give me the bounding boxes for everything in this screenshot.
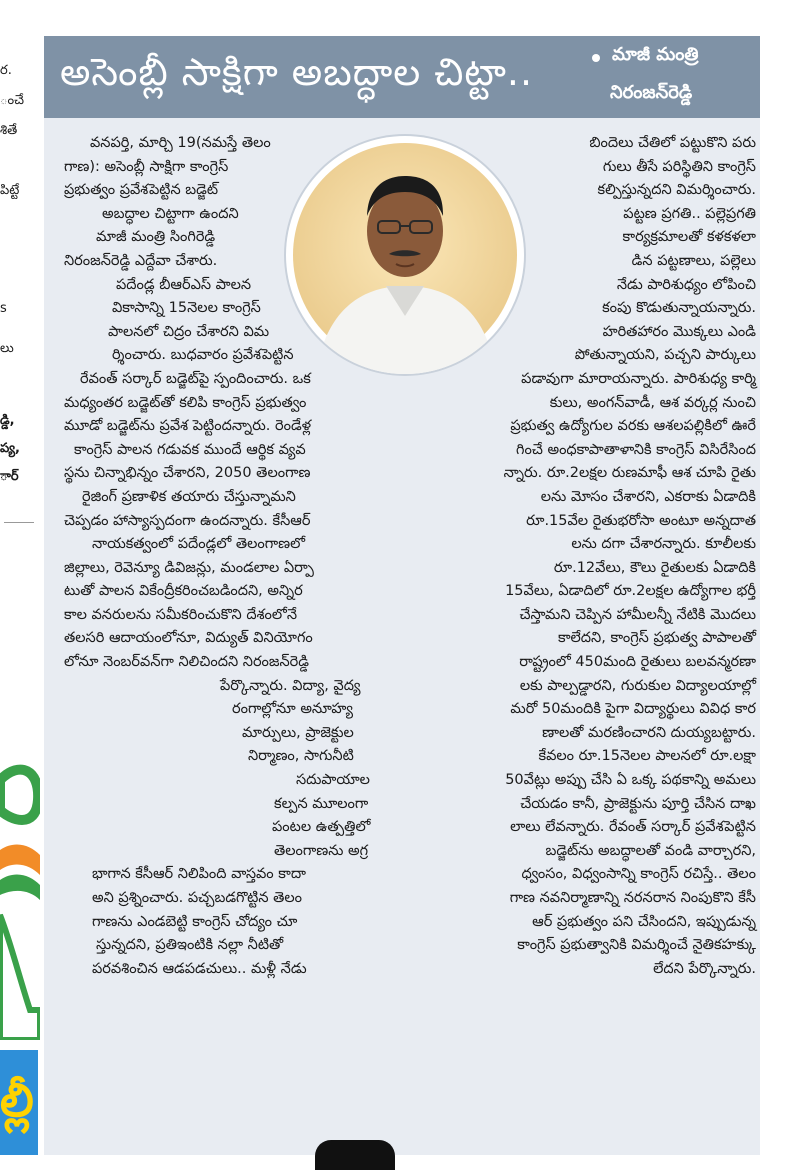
article-line: గాణను ఎండబెట్టి కాంగ్రెస్ చోద్యం చూ [92,913,298,930]
article-line: ర్శించారు. బుధవారం ప్రవేశపెట్టిన [112,347,294,364]
article-line: అబద్ధాల చిట్టాగా ఉందని [102,205,239,222]
article-line: కాల వనరులను సమీకరించుకొని దేశంలోనే [64,606,298,623]
article-line: కల్పన మూలంగా [274,795,369,812]
article-line: గులు తీసే పరిస్థితిని కాంగ్రెస్ [602,158,756,175]
article-line: రూ.12వేలు, కౌలు రైతులకు ఏడాదికి [553,559,756,576]
article-line: నిర్మాణం, సాగునీటి [248,748,354,765]
article-line: గించే అంధకాపాతాళానికి కాంగ్రెస్ విసిరేసింద [516,441,756,458]
article-line: హరితహారం మొక్కలు ఎండి [602,323,756,340]
byline-title: మాజీ మంత్రి [612,44,699,65]
article-line: రాష్ట్రంలో 450మంది రైతులు బలవన్మరణా [519,654,756,671]
article-line: ప్రభుత్వం ప్రవేశపెట్టిన బడ్జెట్ [64,182,219,199]
article-line: 15వేలు, ఏడాదిలో రూ.2లక్షల ఉద్యోగాల భర్తీ [505,583,756,600]
adjacent-article-strip [0,0,40,1155]
article-line: మాజీ మంత్రి సింగిరెడ్డి [96,229,216,246]
article-line: బడ్జెట్‌ను అబద్ధాలతో వండి వార్చారని, [545,842,756,859]
article-line: సదుపాయాల [296,772,370,789]
article-line: గాణ): అసెంబ్లీ సాక్షిగా కాంగ్రెస్ [64,158,229,175]
article-line: జిల్లాలు, రెవెన్యూ డివిజన్లు, మండలాల ఏర్పా [64,559,314,576]
article-line: పట్టణ ప్రగతి.. పల్లెప్రగతి [623,205,756,222]
article-line: మార్పులు, ప్రాజెక్టుల [242,724,354,741]
article-line: బిందెలు చేతిలో పట్టుకొని పరు [589,135,756,151]
article-column-right [408,132,756,981]
article-line: కులు, అంగన్‌వాడీ, ఆశ వర్కర్ల నుంచి [549,394,756,411]
article-line: కాంగ్రెస్ ప్రభుత్వానికి విమర్శించే నైతికహక్కు [517,937,756,954]
article-line: పోతున్నాయని, పచ్చని పార్కులు [574,347,756,364]
article-line: చేయడం కానీ, ప్రాజెక్టును పూర్తి చేసిన దాఖ [520,795,756,812]
article-line: కంపు కొడుతున్నాయన్నారు. [602,300,756,317]
adjacent-fragment: ార్ [0,469,19,484]
article-line: రేవంత్ సర్కార్ బడ్జెట్‌పై స్పందించారు. ఒక [80,370,311,387]
byline-name: నిరంజన్‌రెడ్డి [610,82,693,103]
article-line: మరో 50మందికి పైగా విద్యార్థులు వివిధ కార [510,701,756,718]
article-line: లేదని పేర్కొన్నారు. [653,960,756,977]
article-line: ప్రభుత్వ ఉద్యోగుల వరకు ఆశలపల్లికిలో ఊరే [510,418,756,435]
adjacent-fragment: లు [0,341,14,356]
adjacent-fragment: s [0,301,7,316]
article-line: నాయకత్వంలో పదేండ్లలో తెలంగాణలో [92,536,306,553]
article-line: గాణ నవనిర్మాణాన్ని నరనరాన నింపుకొని కేసీ [509,890,756,906]
article-line: వికాసాన్ని 15నెలల కాంగ్రెస్ [112,300,261,317]
article-line: పడావుగా మారాయన్నారు. పారిశుధ్య కార్మి [521,370,756,387]
article-line: వనపర్తి, మార్చి 19(నమస్తే తెలం [90,135,271,151]
party-scarf-illustration [0,740,40,1040]
article-line: పేర్కొన్నారు. విద్యా, వైద్య [220,677,361,694]
adjacent-fragment: శితే [0,123,18,138]
headline-bar [44,36,760,118]
bullet-icon [592,54,600,62]
article-line: 50వేట్లు అప్పు చేసి ఏ ఒక్క పథకాన్ని అమలు [505,772,756,789]
article-line: లాలు లేవన్నారు. రేవంత్ సర్కార్ ప్రవేశపెట్టిన [510,819,756,836]
adjacent-fragment: ప్య, [0,441,20,456]
article-line: రైజింగ్ ప్రణాళిక తయారు చేస్తున్నామని [82,488,296,505]
article-line: డిన పట్టణాలు, పల్లెలు [631,252,756,269]
article-line: రూ.15వేల రైతుభరోసా అంటూ అన్నదాత [526,512,756,529]
article-line: ధ్వంసం, విధ్వంసాన్ని కాంగ్రెస్ రచిస్తే.. తెలం [521,866,756,883]
article-line: లకు పాల్పడ్డారని, గురుకుల విద్యాలయాల్లో [519,677,756,694]
article-line: మూడో బడ్జెట్‌ను ప్రవేశ పెట్టిందన్నారు. రెండేళ్ల [64,418,312,435]
article-line: కల్పిస్తున్నదని విమర్శించారు. [597,182,756,199]
article-line: చేస్తామని చెప్పిన హామీలన్నీ నేటికి మొదలు [519,606,756,623]
adjacent-fragment: ర. [0,63,12,78]
article-headline: అసెంబ్లీ సాక్షిగా అబద్ధాల చిట్టా.. [60,50,534,94]
article-line: కాలేదని, కాంగ్రెస్ ప్రభుత్వ పాపాలతో [557,630,756,647]
article-line: లోనూ నెంబర్‌వన్‌గా నిలిచిందని నిరంజన్‌రెడ్డి [64,654,310,671]
article-line: రంగాల్లోనూ అనూహ్య [232,701,353,718]
adjacent-headline-badge: ల్లీ [0,1050,38,1155]
adjacent-fragment: ంచే [0,93,24,108]
article-line: లను మోసం చేశారని, ఎకరాకు ఏడాదికి [540,488,756,505]
article-line: ఆర్ ప్రభుత్వం పని చేసిందని, ఇప్పుడున్న [532,913,756,930]
article-line: పరవశించిన ఆడపడచులు.. మళ్లీ నేడు [92,960,307,977]
article-line: నిరంజన్‌రెడ్డి ఎద్దేవా చేశారు. [64,252,218,269]
article-line: ణాలతో మరణించారని దుయ్యబట్టారు. [542,724,756,741]
article-line: పంటల ఉత్పత్తిలో [272,819,371,836]
article-line: లను దగా చేశారన్నారు. కూలీలకు [571,536,756,553]
article-line: తలసరి ఆదాయంలోనూ, విద్యుత్ వినియోగం [64,630,313,647]
article-line: కాంగ్రెస్ పాలన గడువక ముందే ఆర్థిక వ్యవ [74,441,306,458]
adjacent-fragment: డ్డి, [0,413,15,428]
article-line: కార్యక్రమాలతో కళకళలా [622,229,756,246]
news-article [44,36,760,1155]
page-tab [315,1140,395,1170]
adjacent-fragment: పిట్టే [0,183,20,198]
article-line: చెప్పడం హాస్యాస్పదంగా ఉందన్నారు. కేసీఆర్ [64,512,311,529]
article-line: స్తున్నదని, ప్రతిఇంటికి నల్లా నీటితో [96,937,284,954]
article-line: న్నారు. రూ.2లక్షల రుణమాఫీ ఆశ చూపి రైతు [503,465,756,482]
article-column-left [52,132,400,981]
article-line: పదేండ్ల బీఆర్‌ఎస్ పాలన [116,276,252,293]
article-line: మధ్యంతర బడ్జెట్‌తో కలిపి కాంగ్రెస్ ప్రభుత్వం [64,394,307,411]
adjacent-divider [4,522,34,523]
article-line: కేవలం రూ.15నెలల పాలనలో రూ.లక్షా [538,748,756,765]
article-line: అని ప్రశ్నించారు. పచ్చబడగొట్టిన తెలం [92,890,303,906]
article-line: టుతో పాలన వికేంద్రీకరించబడిందని, అన్నిర [64,583,303,600]
article-line: తెలంగాణను అగ్ర [274,842,369,859]
article-line: భాగాన కేసీఆర్ నిలిపింది వాస్తవం కాదా [92,866,306,883]
article-line: నేడు పారిశుధ్యం లోపించి [616,276,756,293]
article-line: పాలనలో చిద్రం చేశారని విమ [108,323,270,340]
article-line: స్థను చిన్నాభిన్నం చేశారని, 2050 తెలంగాణ [64,465,311,482]
